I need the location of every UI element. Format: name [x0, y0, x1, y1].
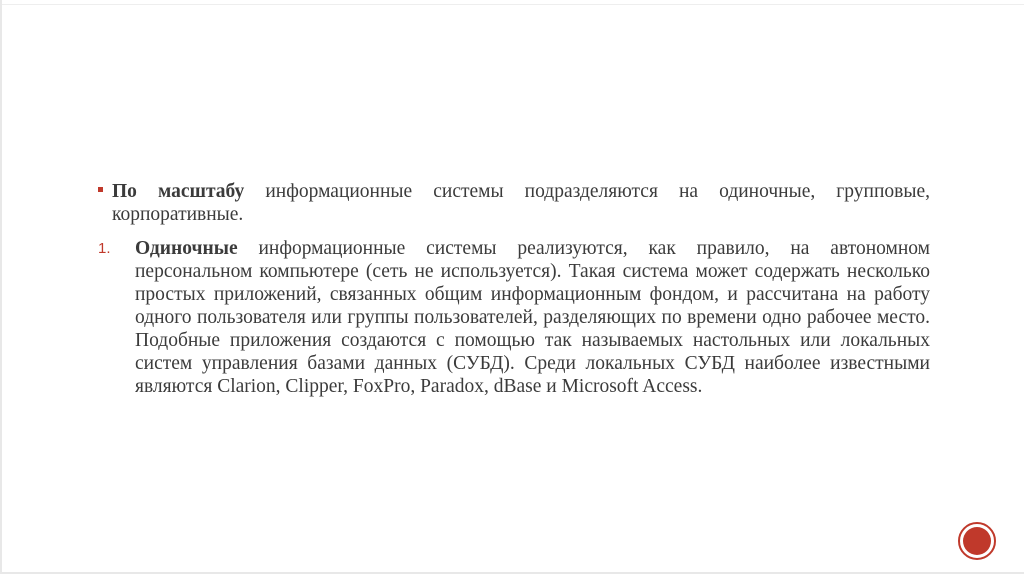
- bullet-point-scale: [98, 180, 930, 226]
- numbered-point-single: [98, 237, 930, 398]
- bullet-body-text: информационные системы подразделяются на одиночные, групповые, корпоративные.: [112, 181, 930, 225]
- circle-button-icon: [963, 527, 991, 555]
- slide-top-border: [0, 0, 1024, 5]
- slide-content: [98, 180, 930, 398]
- numbered-body-text: информационные системы реализуются, как правило, на автономном персональном компьютере (сеть не используется). Такая система может содержать несколько простых приложений, связанных общим информационным фондом, и рассчитана на работу одного пользователя или группы пользователей, разделяющих по времени одно рабочее место. Подобные приложения создаются с помощью так называемых настольных или локальных систем управления базами данных (СУБД). Среди локальных СУБД наиболее известными являются Clarion, Clipper, FoxPro, Paradox, dBase и Microsoft Access.: [135, 238, 930, 397]
- list-number: 1.: [98, 240, 111, 257]
- slide-left-border: [0, 0, 2, 574]
- numbered-lead-text: Одиночные: [135, 238, 238, 259]
- slide-nav-button[interactable]: [958, 522, 996, 560]
- square-bullet-icon: [98, 187, 103, 192]
- bullet-lead-text: По масштабу: [112, 181, 245, 202]
